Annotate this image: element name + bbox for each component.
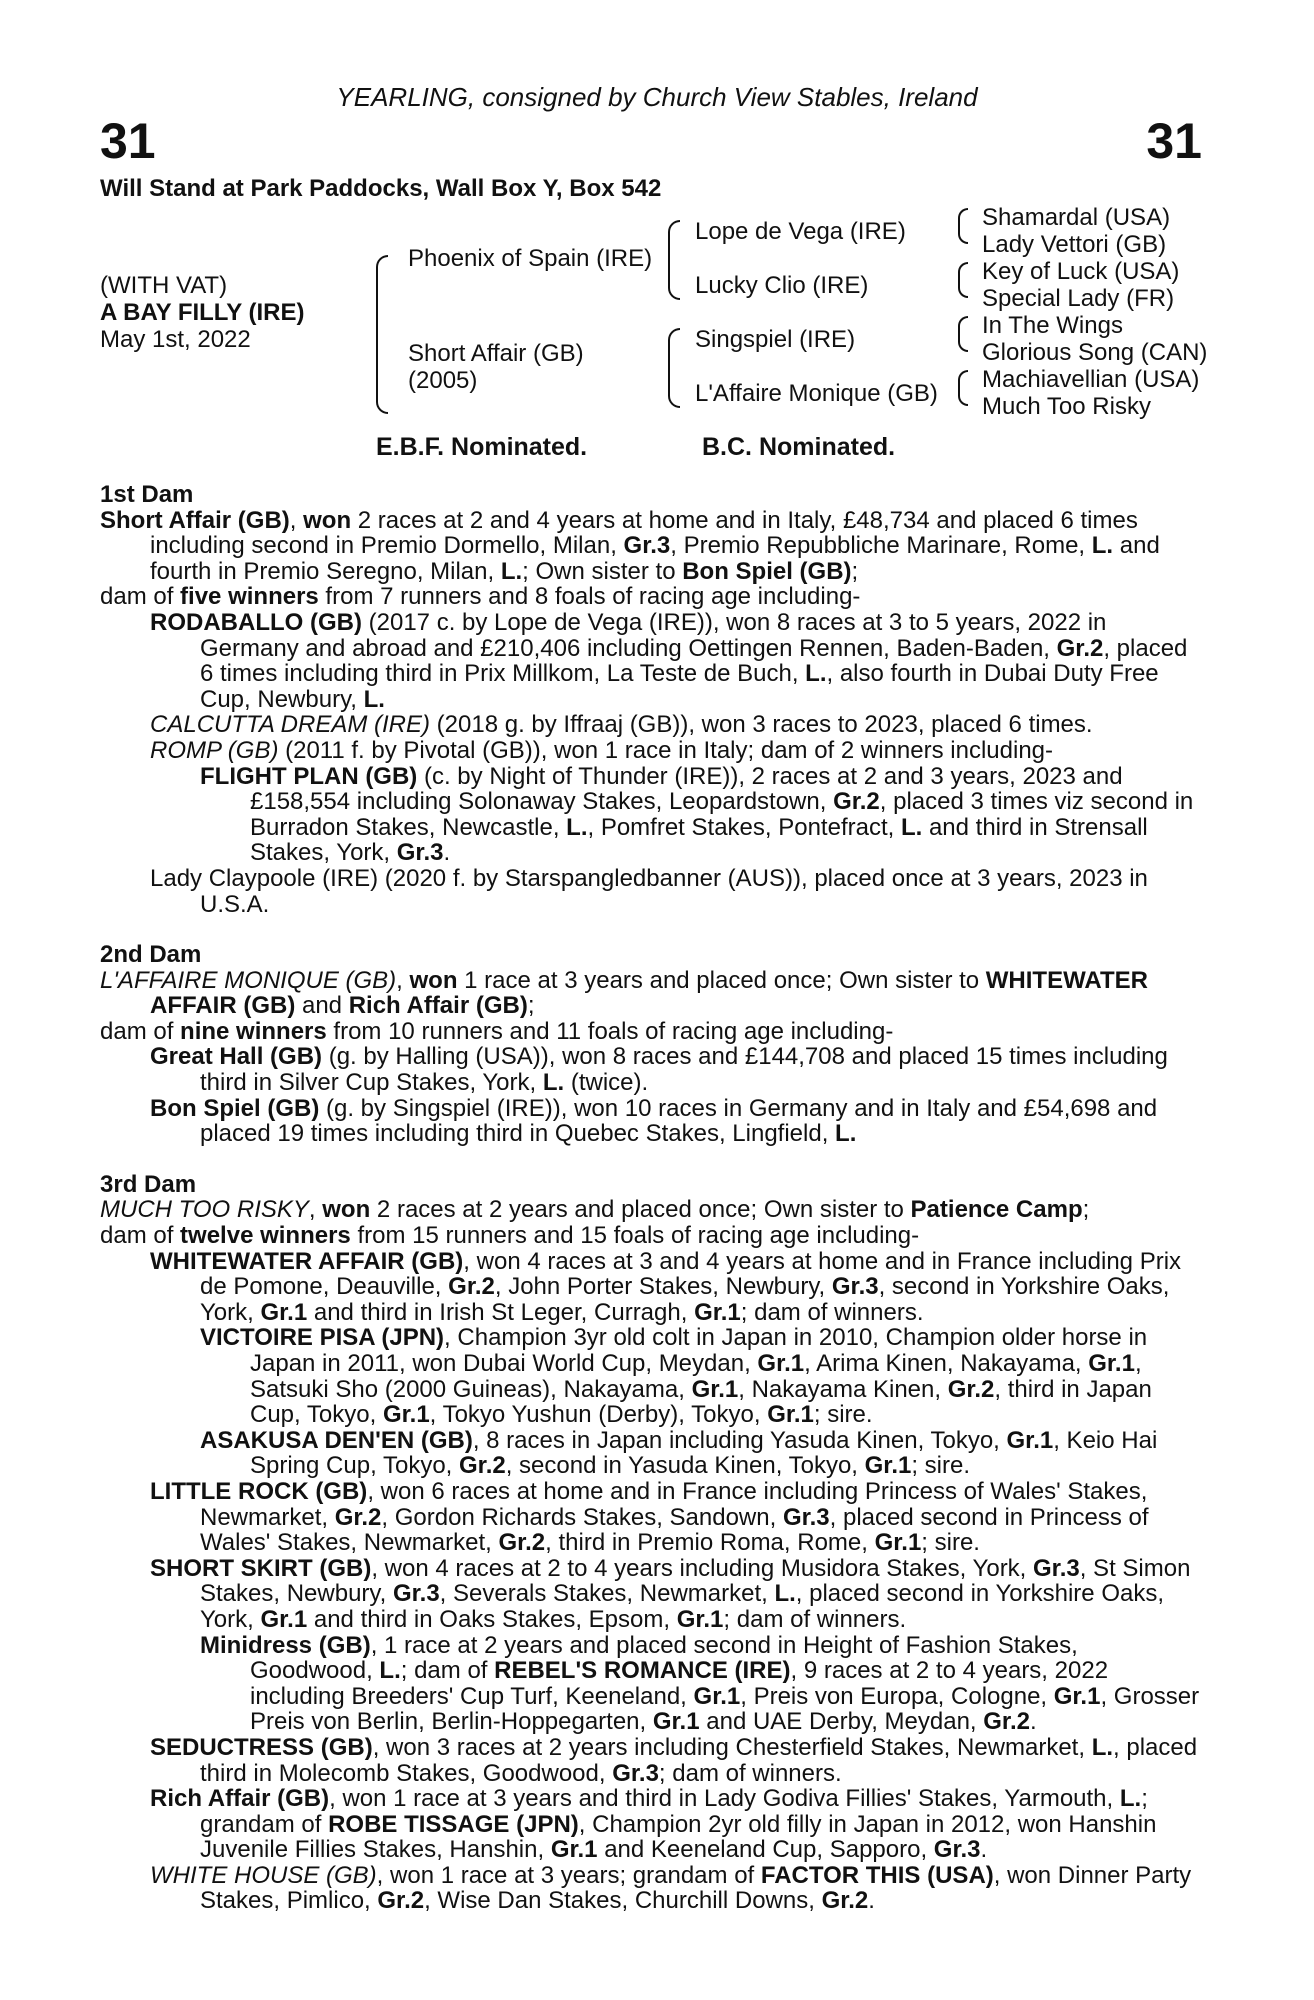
dam: Short Affair (GB) [408,340,584,367]
sire-sire: Lope de Vega (IRE) [695,218,906,245]
second-dam-summary: dam of nine winners from 10 runners and 11 foals of racing age including- [100,1017,894,1045]
sire: Phoenix of Spain (IRE) [408,245,653,272]
first-dam-summary: dam of five winners from 7 runners and 8 foals of racing age including- [100,583,861,611]
produce-victoire-pisa: VICTOIRE PISA (JPN), Champion 3yr old colt in Japan in 2010, Champion older horse in Japan in 2011, won Dubai World Cup, Meydan, Gr.1, Arima Kinen, Nakayama, Gr.1, Satsuki Sho (2000 Guineas), Nakayama, Gr.1, Nakayama Kinen, Gr.2, third in Japan Cup, Tokyo, Gr.1, Tokyo Yushun (Derby), Tokyo, Gr.1; sire. [200,1324,1152,1429]
produce-minidress: Minidress (GB), 1 race at 2 years and placed second in Height of Fashion Stakes, Goodwood, L.; dam of REBEL'S ROMANCE (IRE), 9 races at 2 to 4 years, 2022 including Breeders' Cup Turf, Keeneland, Gr.1, Preis von Europa, Cologne, Gr.1, Grosser Preis von Berlin, Berlin-Hoppegarten, Gr.1 and UAE Derby, Meydan, Gr.2. [200,1631,1200,1736]
ped-dsd: Glorious Song (CAN) [982,339,1208,366]
ped-ddd: Much Too Risky [982,393,1151,420]
sire-dam: Lucky Clio (IRE) [695,272,869,299]
produce-bon-spiel: Bon Spiel (GB) (g. by Singspiel (IRE)), won 10 races in Germany and in Italy and £54,698 and placed 19 times including third in Quebec Stakes, Lingfield, L. [150,1094,1158,1148]
first-dam-entry: Short Affair (GB), won 2 races at 2 and 4 years at home and in Italy, £48,734 and placed 6 times including second in Premio Dormello, Milan, Gr.3, Premio Repubbliche Marinare, Rome, L. and fourth in Premio Seregno, Milan, L.; Own sister to Bon Spiel (GB); [100,506,1160,585]
lot-number-left: 31 [100,113,156,169]
ped-sss: Shamardal (USA) [982,204,1171,231]
first-dam-heading: 1st Dam [100,481,194,508]
dam-sire: Singspiel (IRE) [695,326,856,353]
ped-sds: Key of Luck (USA) [982,258,1180,285]
third-dam-heading: 3rd Dam [100,1170,197,1198]
bc-nomination: B.C. Nominated. [702,433,896,461]
ped-ssd: Lady Vettori (GB) [982,231,1167,258]
produce-calcutta-dream: CALCUTTA DREAM (IRE) (2018 g. by Iffraaj (GB)), won 3 races to 2023, placed 6 times. [150,711,1093,739]
second-dam-entry: L'AFFAIRE MONIQUE (GB), won 1 race at 3 years and placed once; Own sister to WHITEWATER AFFAIR (GB) and Rich Affair (GB); [100,966,1148,1020]
produce-great-hall: Great Hall (GB) (g. by Halling (USA)), won 8 races and £144,708 and placed 15 times including third in Silver Cup Stakes, York, L. (twice). [150,1043,1168,1097]
ped-sdd: Special Lady (FR) [982,285,1175,312]
produce-white-house: WHITE HOUSE (GB), won 1 race at 3 years; grandam of FACTOR THIS (USA), won Dinner Party Stakes, Pimlico, Gr.2, Wise Dan Stakes, Churchill Downs, Gr.2. [150,1861,1192,1915]
pedigree-bracket-gen1 [376,255,388,414]
ped-dss: In The Wings [982,312,1123,339]
produce-rodaballo: RODABALLO (GB) (2017 c. by Lope de Vega (IRE)), won 8 races at 3 to 5 years, 2022 in Germany and abroad and £210,406 including Oettingen Rennen, Baden-Baden, Gr.2, placed 6 times including third in Prix Millkom, La Teste de Buch, L., also fourth in Dubai Duty Free Cup, Newbury, L. [150,608,1188,713]
pedigree-bracket-ss [958,208,968,244]
dam-dam: L'Affaire Monique (GB) [695,380,938,407]
produce-short-skirt: SHORT SKIRT (GB), won 4 races at 2 to 4 years including Musidora Stakes, York, Gr.3, St Simon Stakes, Newbury, Gr.3, Severals Stakes, Newmarket, L., placed second in Yorkshire Oaks, York, Gr.1 and third in Oaks Stakes, Epsom, Gr.1; dam of winners. [150,1554,1191,1633]
pedigree-bracket-sd [958,262,968,298]
lot-number-right: 31 [1146,113,1202,169]
pedigree-bracket-dd [958,370,968,406]
ebf-nomination: E.B.F. Nominated. [376,433,588,461]
produce-little-rock: LITTLE ROCK (GB), won 6 races at home and in France including Princess of Wales' Stakes, Newmarket, Gr.2, Gordon Richards Stakes, Sandown, Gr.3, placed second in Princess of Wales' Stakes, Newmarket, Gr.2, third in Premio Roma, Rome, Gr.1; sire. [150,1477,1149,1557]
produce-asakusa-denen: ASAKUSA DEN'EN (GB), 8 races in Japan including Yasuda Kinen, Tokyo, Gr.1, Keio Hai Spring Cup, Tokyo, Gr.2, second in Yasuda Kinen, Tokyo, Gr.1; sire. [200,1426,1158,1480]
pedigree-bracket-dam [668,328,680,408]
third-dam-summary: dam of twelve winners from 15 runners and 15 foals of racing age including- [100,1222,920,1250]
produce-seductress: SEDUCTRESS (GB), won 3 races at 2 years including Chesterfield Stakes, Newmarket, L., placed third in Molecomb Stakes, Goodwood, Gr.3; dam of winners. [150,1733,1198,1787]
produce-romp: ROMP (GB) (2011 f. by Pivotal (GB)), won 1 race in Italy; dam of 2 winners including- [150,736,1053,764]
ped-dds: Machiavellian (USA) [982,366,1200,393]
dam-year: (2005) [408,367,478,394]
foaling-date: May 1st, 2022 [100,326,251,353]
third-dam-entry: MUCH TOO RISKY, won 2 races at 2 years and placed once; Own sister to Patience Camp; [100,1196,1090,1224]
produce-whitewater-affair: WHITEWATER AFFAIR (GB), won 4 races at 3 and 4 years at home and in France including Prix de Pomone, Deauville, Gr.2, John Porter Stakes, Newbury, Gr.3, second in Yorkshire Oaks, York, Gr.1 and third in Irish St Leger, Curragh, Gr.1; dam of winners. [150,1247,1182,1326]
stand-location: Will Stand at Park Paddocks, Wall Box Y, Box 542 [100,175,662,202]
dam-produce-text [100,482,1205,1914]
second-dam-heading: 2nd Dam [100,941,202,969]
horse-name: A BAY FILLY (IRE) [100,299,305,326]
produce-flight-plan: FLIGHT PLAN (GB) (c. by Night of Thunder (IRE)), 2 races at 2 and 3 years, 2023 and £158,554 including Solonaway Stakes, Leopardstown, Gr.2, placed 3 times viz second in Burradon Stakes, Newcastle, L., Pomfret Stakes, Pontefract, L. and third in Strensall Stakes, York, Gr.3. [200,762,1194,867]
pedigree-bracket-ds [958,316,968,352]
produce-rich-affair: Rich Affair (GB), won 1 race at 3 years and third in Lady Godiva Fillies' Stakes, Yarmouth, L.; grandam of ROBE TISSAGE (JPN), Champion 2yr old filly in Japan in 2012, won Hanshin Juvenile Fillies Stakes, Hanshin, Gr.1 and Keeneland Cup, Sapporo, Gr.3. [150,1785,1157,1864]
pedigree-bracket-sire [668,220,680,300]
vat-note: (WITH VAT) [100,272,228,299]
produce-lady-claypoole: Lady Claypoole (IRE) (2020 f. by Starspangledbanner (AUS)), placed once at 3 years, 2023 in U.S.A. [150,864,1148,918]
catalogue-header: YEARLING, consigned by Church View Stables, Ireland [336,82,978,112]
